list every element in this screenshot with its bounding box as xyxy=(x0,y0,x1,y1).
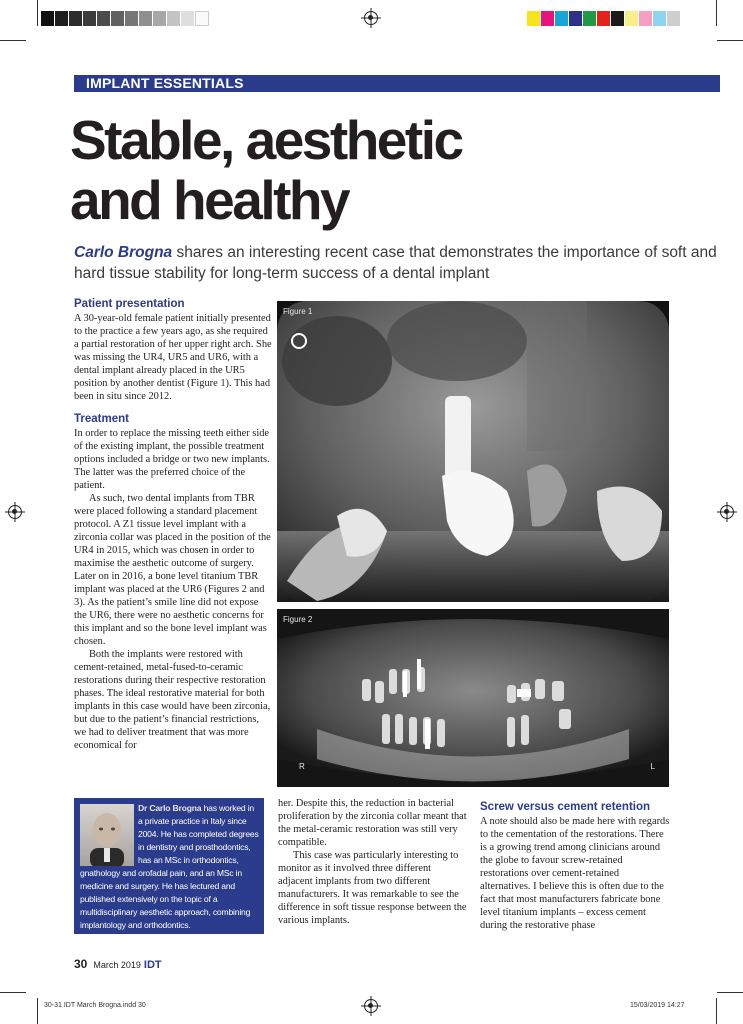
body-paragraph: A note should also be made here with regards to the cementation of the restorations. There is a growing trend among clinicians around the globe to favour screw-retained restorations over cement-retained alternatives. I believe this is often due to the fact that most manufacturers fabricate bone level titanium implants – excess cement during the restorative phase xyxy=(480,816,670,931)
crop-mark xyxy=(717,40,743,41)
radiograph-image xyxy=(277,301,669,602)
figure-2-left-marker: L xyxy=(650,762,655,771)
crop-mark xyxy=(717,992,743,993)
crop-mark xyxy=(37,998,38,1024)
panoramic-image xyxy=(277,609,669,787)
section-bar xyxy=(74,75,720,92)
crop-mark xyxy=(37,0,38,26)
slug-timestamp: 15/03/2019 14:27 xyxy=(630,1002,685,1009)
folio xyxy=(74,957,162,971)
crop-mark xyxy=(0,992,26,993)
author-bio-body: has worked in a private practice in Italy since 2004. He has completed degrees in dentistry and prosthodontics, has an MSc in orthodontics, gnathology and orofadal pain, and an MSc in medicine and surgery. He has lectured and published extensively on the topic of a multidisciplinary aesthetic approach, combining implantology and orthodontics. xyxy=(80,803,259,930)
registration-mark-icon xyxy=(720,505,734,519)
author-bio-box xyxy=(74,798,264,934)
column-1 xyxy=(74,297,272,752)
crop-mark xyxy=(716,998,717,1024)
body-paragraph: This case was particularly interesting to monitor as it involved three different adjacent implants from two different manufacturers. It was remarkable to see the difference in soft tissue response between the various implants. xyxy=(278,850,467,926)
section-label: IMPLANT ESSENTIALS xyxy=(86,75,244,91)
headline xyxy=(70,110,630,230)
registration-mark-icon xyxy=(8,505,22,519)
headline-line-1: Stable, aesthetic xyxy=(70,109,462,171)
grayscale-swatches xyxy=(41,11,209,26)
body-paragraph: In order to replace the missing teeth either side of the existing implant, the possible treatment options included a bridge or two new implants. The latter was the preferred choice of the patient. xyxy=(74,428,270,491)
column-3 xyxy=(480,800,670,932)
standfirst-text: shares an interesting recent case that demonstrates the importance of soft and hard tissue stability for long-term success of a dental implant xyxy=(74,244,717,282)
standfirst-author: Carlo Brogna xyxy=(74,244,173,261)
issue-date: March 2019 xyxy=(93,960,141,970)
body-paragraph: her. Despite this, the reduction in bacterial proliferation by the zirconia collar meant that the metal-ceramic restoration was still very compatible. xyxy=(278,798,467,848)
figure-1-radiograph xyxy=(277,301,669,602)
author-bio-name: Dr Carlo Brogna xyxy=(138,803,202,813)
magazine-name: IDT xyxy=(143,959,162,971)
page-number: 30 xyxy=(74,957,88,971)
column-2 xyxy=(278,797,468,927)
author-bio-text xyxy=(80,802,259,932)
subhead-screw-vs-cement: Screw versus cement retention xyxy=(480,801,651,813)
registration-mark-icon xyxy=(364,999,378,1013)
body-paragraph: As such, two dental implants from TBR were placed following a standard placement protocol. A Z1 tissue level implant with a zirconia collar was placed in the position of the UR4 in 2015, which was chosen in order to maximise the aesthetic outcome of surgery. Later on in 2016, a bone level titanium TBR implant was placed at the UR6 (Figures 2 and 3). As the patient’s smile line did not expose the UR6, there were no aesthetic concerns for this implant and so the bone level implant was chosen. xyxy=(74,493,271,647)
figure-2-label: Figure 2 xyxy=(283,615,313,624)
standfirst xyxy=(74,242,724,284)
crop-mark xyxy=(716,0,717,26)
color-swatches xyxy=(527,11,681,26)
subhead-treatment: Treatment xyxy=(74,413,129,425)
subhead-patient-presentation: Patient presentation xyxy=(74,298,185,310)
body-paragraph: A 30-year-old female patient initially presented to the practice a few years ago, as she required a partial restoration of her upper right arch. She was missing the UR4, UR5 and UR6, with a dental implant already placed in the UR5 position by another dentist (Figure 1). This had been in situ since 2012. xyxy=(74,313,272,402)
slug-filename: 30-31 IDT March Brogna.indd 30 xyxy=(44,1002,146,1009)
figure-1-label: Figure 1 xyxy=(283,307,313,316)
figure-2-panoramic xyxy=(277,609,669,787)
figure-2-right-marker: R xyxy=(299,762,305,771)
headline-line-2: and healthy xyxy=(70,169,349,231)
body-paragraph: Both the implants were restored with cement-retained, metal-fused-to-ceramic restorations during their respective restoration phases. The ideal restorative material for both implants in this case would have been zirconia, but due to the patient’s financial restrictions, we had to deliver treatment that was more economical for xyxy=(74,649,271,751)
registration-mark-icon xyxy=(364,11,378,25)
crop-mark xyxy=(0,40,26,41)
